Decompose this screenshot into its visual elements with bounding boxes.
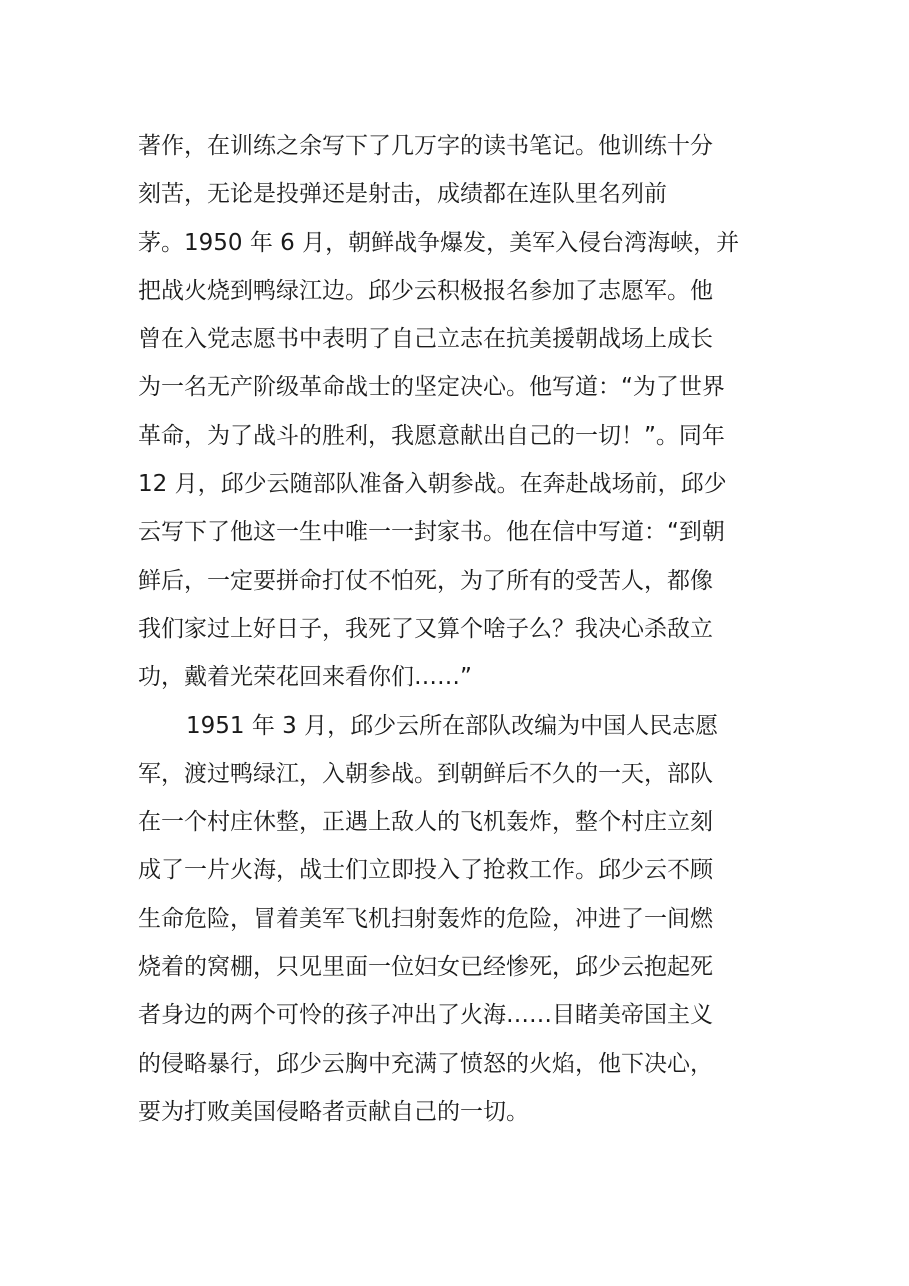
text-line: 要为打败美国侵略者贡献自己的一切。 <box>138 1098 529 1125</box>
text-line: 成了一片火海，战士们立即投入了抢救工作。邱少云不顾 <box>138 857 713 884</box>
text-line: 者身边的两个可怜的孩子冲出了火海……目睹美帝国主义 <box>138 1002 713 1029</box>
text-line: 茅。1950 年 6 月，朝鲜战争爆发，美军入侵台湾海峡，并 <box>138 229 740 256</box>
paragraph-first-line: 1951 年 3 月，邱少云所在部队改编为中国人民志愿 <box>186 712 719 739</box>
text-line: 刻苦，无论是投弹还是射击，成绩都在连队里名列前 <box>138 181 667 208</box>
text-line: 功，戴着光荣花回来看你们……” <box>138 664 472 691</box>
text-line: 我们家过上好日子，我死了又算个啥子么？我决心杀敌立 <box>138 615 713 642</box>
text-line: 12 月，邱少云随部队准备入朝参战。在奔赴战场前，邱少 <box>138 471 727 498</box>
text-line: 在一个村庄休整，正遇上敌人的飞机轰炸，整个村庄立刻 <box>138 809 713 836</box>
body-text <box>138 122 778 1136</box>
text-line: 著作，在训练之余写下了几万字的读书笔记。他训练十分 <box>138 133 713 159</box>
text-line: 烧着的窝棚，只见里面一位妇女已经惨死，邱少云抱起死 <box>138 954 713 981</box>
text-line: 曾在入党志愿书中表明了自己立志在抗美援朝战场上成长 <box>138 326 713 353</box>
text-line: 的侵略暴行，邱少云胸中充满了愤怒的火焰，他下决心， <box>138 1050 713 1077</box>
text-line: 革命，为了战斗的胜利，我愿意献出自己的一切！”。同年 <box>138 422 725 449</box>
text-line: 云写下了他这一生中唯一一封家书。他在信中写道：“到朝 <box>138 519 725 546</box>
text-line: 把战火烧到鸭绿江边。邱少云积极报名参加了志愿军。他 <box>138 277 713 304</box>
text-line: 军，渡过鸭绿江，入朝参战。到朝鲜后不久的一天，部队 <box>138 760 713 787</box>
text-line: 为一名无产阶级革命战士的坚定决心。他写道：“为了世界 <box>138 374 725 401</box>
text-line: 鲜后，一定要拼命打仗不怕死，为了所有的受苦人，都像 <box>138 567 713 594</box>
text-line: 生命危险，冒着美军飞机扫射轰炸的危险，冲进了一间燃 <box>138 905 713 932</box>
